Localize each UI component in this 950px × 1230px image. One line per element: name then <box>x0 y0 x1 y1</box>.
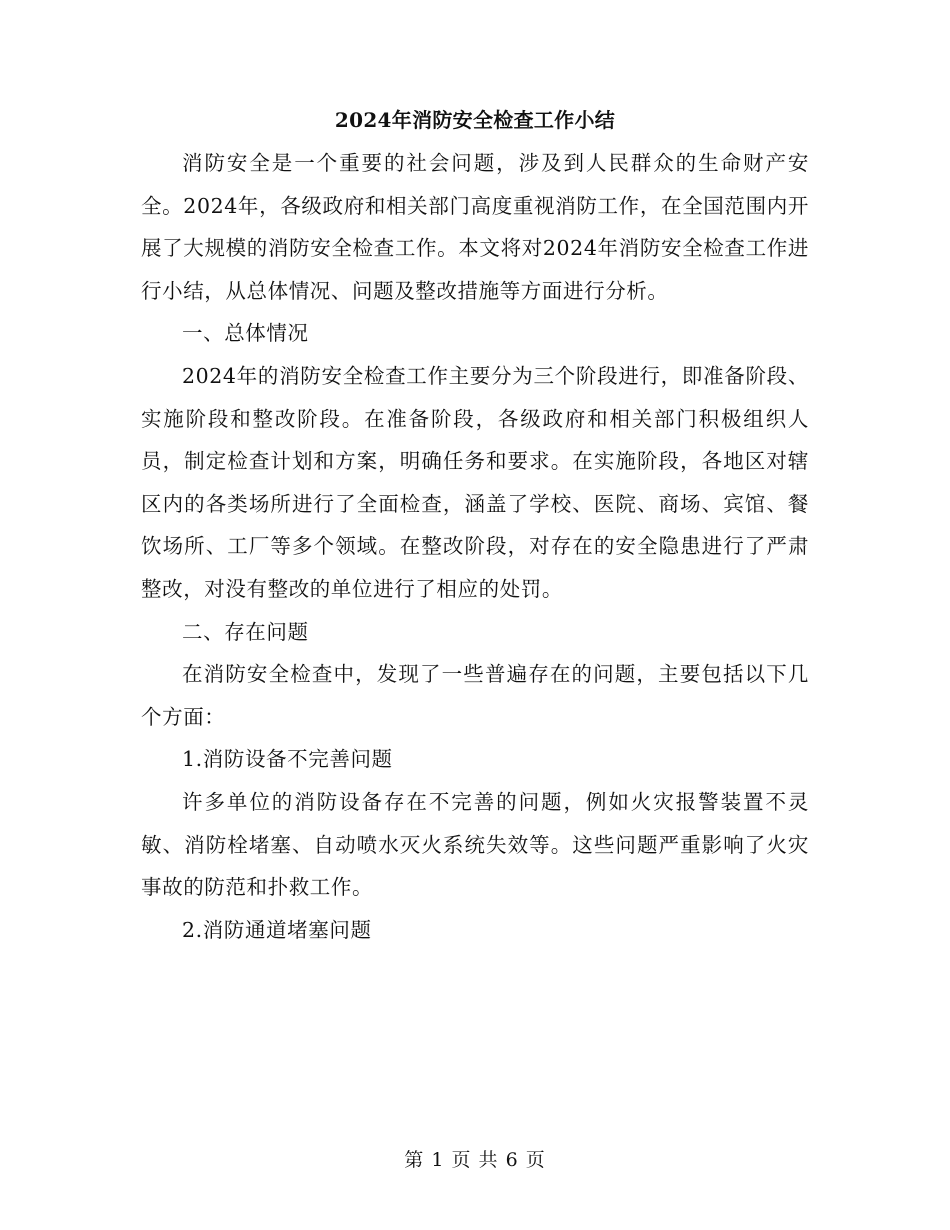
subheading-passage: 2.消防通道堵塞问题 <box>182 917 372 942</box>
overall-paragraph: 2024年的消防安全检查工作主要分为三个阶段进行，即准备阶段、实施阶段和整改阶段。在准备阶段，各级政府和相关部门积极组织人员，制定检查计划和方案，明确任务和要求。在实施阶段，各地区对辖区内的各类场所进行了全面检查，涵盖了学校、医院、商场、宾馆、餐饮场所、工厂等多个领域。在整改阶段，对存在的安全隐患进行了严肃整改，对没有整改的单位进行了相应的处罚。 <box>141 363 809 601</box>
footer-page-unit: 页 <box>451 1149 472 1171</box>
subheading-equipment: 1.消防设备不完善问题 <box>182 747 393 772</box>
footer-current-page: 1 <box>431 1149 445 1171</box>
footer-total-pages: 6 <box>505 1149 519 1171</box>
footer-total-label: 共 <box>478 1149 499 1171</box>
document-title: 2024年消防安全检查工作小结 <box>334 108 616 132</box>
footer-page-label: 第 <box>404 1149 425 1171</box>
section-heading-overall: 一、总体情况 <box>182 321 309 346</box>
section-heading-problems: 二、存在问题 <box>182 619 309 644</box>
intro-paragraph: 消防安全是一个重要的社会问题，涉及到人民群众的生命财产安全。2024年，各级政府和相关部门高度重视消防工作，在全国范围内开展了大规模的消防安全检查工作。本文将对2024年消防安全检查工作进行小结，从总体情况、问题及整改措施等方面进行分析。 <box>141 151 809 303</box>
footer-total-unit: 页 <box>525 1149 546 1171</box>
problems-intro-paragraph: 在消防安全检查中，发现了一些普遍存在的问题，主要包括以下几个方面： <box>141 662 809 729</box>
equipment-paragraph: 许多单位的消防设备存在不完善的问题，例如火灾报警装置不灵敏、消防栓堵塞、自动喷水灭火系统失效等。这些问题严重影响了火灾事故的防范和扑救工作。 <box>141 789 809 900</box>
page-footer <box>0 1146 950 1174</box>
document-body <box>141 104 809 951</box>
